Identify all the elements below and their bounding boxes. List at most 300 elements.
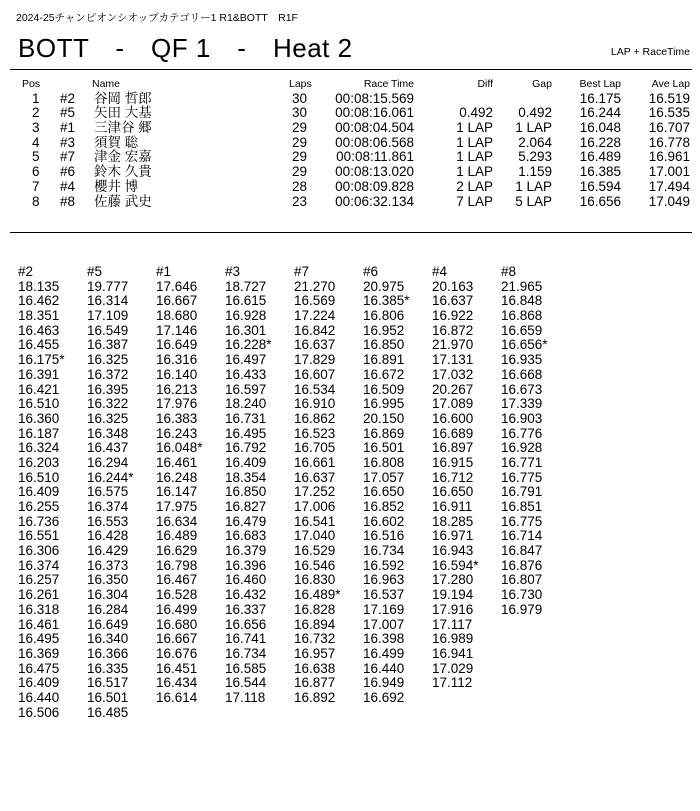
lap-time: 16.489*	[294, 587, 341, 603]
lap-time: 16.828	[294, 601, 336, 617]
lap-column	[294, 265, 362, 706]
result-pos: 7	[32, 178, 40, 194]
lap-time: 16.479	[225, 513, 267, 529]
lap-time: 16.203	[18, 454, 60, 470]
result-gap: 2.064	[518, 134, 552, 150]
lap-time: 16.372	[87, 366, 129, 382]
lap-time: 16.523	[294, 425, 336, 441]
lap-time: 18.240	[225, 396, 267, 412]
result-car-number: #6	[60, 164, 76, 180]
lap-time: 16.301	[225, 322, 267, 338]
result-race-time: 00:06:32.134	[335, 193, 414, 209]
results-rule	[10, 232, 692, 233]
lap-time: 16.952	[363, 322, 405, 338]
lap-time: 16.943	[432, 543, 474, 559]
header-gap: Gap	[532, 78, 552, 90]
lap-time: 16.501	[87, 689, 129, 705]
lap-time: 16.776	[501, 425, 543, 441]
lap-time: 16.374	[18, 557, 60, 573]
lap-column-car: #5	[87, 264, 103, 279]
lap-time: 16.656*	[501, 337, 548, 353]
lap-time: 16.734	[363, 543, 405, 559]
lap-time: 16.714	[501, 528, 543, 544]
lap-time: 21.970	[432, 337, 474, 353]
lap-time: 16.409	[18, 675, 60, 691]
lap-time: 16.775	[501, 513, 543, 529]
lap-time: 16.421	[18, 381, 60, 397]
lap-time: 16.877	[294, 675, 336, 691]
lap-column	[87, 265, 155, 720]
lap-time: 16.517	[87, 675, 129, 691]
result-pos: 4	[32, 134, 40, 150]
result-row	[0, 121, 700, 136]
result-driver-name: 鈴木 久貴	[94, 164, 152, 180]
lap-time: 16.335	[87, 660, 129, 676]
lap-time: 16.455	[18, 337, 60, 353]
lap-time: 16.432	[225, 587, 267, 603]
lap-time: 16.656	[225, 616, 267, 632]
result-gap: 1 LAP	[515, 178, 552, 194]
lap-time: 17.117	[432, 616, 473, 632]
result-best-lap: 16.656	[579, 193, 621, 209]
lap-column-car: #4	[432, 264, 448, 279]
result-laps: 29	[292, 164, 308, 180]
lap-time: 16.683	[225, 528, 267, 544]
results-table	[0, 77, 700, 209]
result-best-lap: 16.048	[579, 120, 621, 136]
lap-time: 17.029	[432, 660, 474, 676]
lap-time: 16.807	[501, 572, 543, 588]
lap-time: 16.594*	[432, 557, 479, 573]
header-laps: Laps	[289, 78, 312, 90]
result-car-number: #2	[60, 90, 76, 106]
result-best-lap: 16.175	[579, 90, 621, 106]
result-laps: 29	[292, 149, 308, 165]
page-title: BOTT - QF 1 - Heat 2	[18, 33, 353, 63]
lap-time: 16.650	[432, 484, 474, 500]
lap-time: 16.409	[225, 454, 267, 470]
lap-time: 16.949	[363, 675, 405, 691]
result-race-time: 00:08:06.568	[335, 134, 414, 150]
result-best-lap: 16.594	[579, 178, 621, 194]
lap-time: 16.928	[225, 308, 267, 324]
result-pos: 2	[32, 105, 40, 121]
lap-time: 21.270	[294, 278, 336, 294]
lap-column-car: #2	[18, 264, 34, 279]
lap-time: 16.963	[363, 572, 405, 588]
result-diff: 2 LAP	[456, 178, 493, 194]
lap-time: 16.304	[87, 587, 129, 603]
result-ave-lap: 16.778	[648, 134, 690, 150]
result-race-time: 00:08:13.020	[335, 164, 414, 180]
lap-time: 16.322	[87, 396, 129, 412]
lap-time: 16.897	[432, 440, 474, 456]
lap-time: 16.771	[501, 454, 543, 470]
lap-time: 17.040	[294, 528, 336, 544]
lap-time: 16.607	[294, 366, 336, 382]
lap-column	[501, 265, 569, 618]
lap-time: 16.501	[363, 440, 405, 456]
header-best-lap: Best Lap	[579, 78, 621, 90]
lap-time: 16.147	[156, 484, 198, 500]
lap-time: 16.597	[225, 381, 267, 397]
lap-time: 16.243	[156, 425, 198, 441]
result-laps: 30	[292, 105, 308, 121]
lap-time: 16.433	[225, 366, 267, 382]
result-diff: 7 LAP	[456, 193, 493, 209]
lap-time: 16.348	[87, 425, 129, 441]
result-row	[0, 180, 700, 195]
lap-time: 16.350	[87, 572, 129, 588]
lap-time: 16.637	[432, 293, 474, 309]
lap-time: 16.437	[87, 440, 129, 456]
lap-column-car: #6	[363, 264, 379, 279]
lap-time: 17.146	[156, 322, 198, 338]
lap-column-car: #3	[225, 264, 241, 279]
result-driver-name: 矢田 大基	[94, 105, 152, 121]
lap-time: 18.727	[225, 278, 267, 294]
lap-column	[363, 265, 431, 706]
lap-time: 16.528	[156, 587, 198, 603]
lap-time: 16.228*	[225, 337, 272, 353]
lap-time: 16.306	[18, 543, 60, 559]
lap-time: 16.910	[294, 396, 336, 412]
lap-time: 16.284	[87, 601, 129, 617]
lap-time: 16.549	[87, 322, 129, 338]
result-driver-name: 須賀 聡	[94, 134, 139, 150]
lap-time: 16.850	[225, 484, 267, 500]
result-pos: 6	[32, 164, 40, 180]
lap-time: 16.957	[294, 645, 336, 661]
result-diff: 1 LAP	[456, 149, 493, 165]
lap-time: 16.509	[363, 381, 405, 397]
lap-time: 16.808	[363, 454, 405, 470]
lap-time: 17.032	[432, 366, 474, 382]
lap-time: 16.383	[156, 410, 198, 426]
lap-time: 16.872	[432, 322, 474, 338]
lap-time: 16.324	[18, 440, 60, 456]
lap-column	[18, 265, 86, 720]
lap-time: 16.852	[363, 499, 405, 514]
lap-time: 19.194	[432, 587, 474, 603]
lap-time: 17.224	[294, 308, 336, 324]
lap-time: 16.848	[501, 293, 543, 309]
result-driver-name: 谷岡 哲郎	[94, 90, 152, 106]
lap-time: 16.374	[87, 499, 129, 514]
results-header	[0, 77, 700, 92]
lap-time: 16.922	[432, 308, 474, 324]
lap-time: 16.892	[294, 689, 336, 705]
lap-time: 16.792	[225, 440, 267, 456]
lap-time: 16.551	[18, 528, 60, 544]
lap-time: 16.869	[363, 425, 405, 441]
lap-time: 16.585	[225, 660, 267, 676]
lap-time: 16.462	[18, 293, 60, 309]
lap-time: 16.537	[363, 587, 405, 603]
result-best-lap: 16.244	[579, 105, 621, 121]
lap-time: 16.244*	[87, 469, 134, 485]
result-best-lap: 16.489	[579, 149, 621, 165]
lap-time: 16.541	[294, 513, 336, 529]
header-pos: Pos	[22, 78, 41, 90]
lap-time: 16.340	[87, 631, 129, 647]
lap-time: 16.673	[501, 381, 543, 397]
header-diff: Diff	[477, 78, 493, 90]
lap-time: 17.976	[156, 396, 198, 412]
lap-time: 16.732	[294, 631, 336, 647]
result-gap: 0.492	[518, 105, 552, 121]
lap-column	[156, 265, 224, 706]
lap-time: 16.668	[501, 366, 543, 382]
lap-time: 16.475	[18, 660, 60, 676]
lap-time: 16.213	[156, 381, 198, 397]
lap-time: 16.140	[156, 366, 198, 382]
lap-time: 17.112	[432, 675, 473, 691]
result-best-lap: 16.228	[579, 134, 621, 150]
lap-time: 16.546	[294, 557, 336, 573]
lap-time: 16.463	[18, 322, 60, 338]
result-diff: 0.492	[459, 105, 493, 121]
lap-time: 17.169	[363, 601, 405, 617]
lap-time: 16.461	[156, 454, 198, 470]
lap-time: 16.650	[363, 484, 405, 500]
lap-time: 16.451	[156, 660, 198, 676]
header-rule	[10, 69, 692, 70]
lap-time: 17.646	[156, 278, 198, 294]
header-race-time: Race Time	[363, 78, 414, 90]
lap-time: 18.135	[18, 278, 60, 294]
lap-time: 18.351	[18, 308, 60, 324]
result-pos: 3	[32, 120, 40, 136]
lap-time: 16.495	[18, 631, 60, 647]
lap-time: 16.638	[294, 660, 336, 676]
lap-time: 17.089	[432, 396, 474, 412]
lap-time: 20.267	[432, 381, 474, 397]
result-driver-name: 津金 宏嘉	[94, 149, 152, 165]
lap-time: 16.680	[156, 616, 198, 632]
lap-time: 16.398	[363, 631, 405, 647]
lap-time: 16.366	[87, 645, 129, 661]
result-driver-name: 佐藤 武史	[94, 193, 152, 209]
lap-time: 16.731	[225, 410, 267, 426]
lap-time: 16.369	[18, 645, 60, 661]
lap-time: 16.712	[432, 469, 474, 485]
lap-time: 16.318	[18, 601, 60, 617]
lap-time: 17.007	[363, 616, 405, 632]
lap-time: 16.489	[156, 528, 198, 544]
lap-time: 16.529	[294, 543, 336, 559]
result-row	[0, 165, 700, 180]
lap-column	[432, 265, 500, 691]
lap-time: 16.316	[156, 352, 198, 368]
lap-time: 16.850	[363, 337, 405, 353]
lap-time: 17.252	[294, 484, 336, 500]
lap-time: 16.847	[501, 543, 543, 559]
event-subtitle: 2024-25チャンピオンシオップカテゴリー1 R1&BOTT R1F	[16, 12, 298, 24]
lap-time: 19.777	[87, 278, 129, 294]
lap-time: 16.689	[432, 425, 474, 441]
lap-time: 17.109	[87, 308, 129, 324]
lap-time: 16.428	[87, 528, 129, 544]
lap-time: 16.903	[501, 410, 543, 426]
lap-time: 16.637	[294, 469, 336, 485]
lap-time: 16.941	[432, 645, 474, 661]
lap-time: 16.467	[156, 572, 198, 588]
result-ave-lap: 16.961	[648, 149, 690, 165]
lap-time: 16.429	[87, 543, 129, 559]
lap-time: 16.373	[87, 557, 129, 573]
lap-time: 20.150	[363, 410, 405, 426]
lap-time: 17.829	[294, 352, 336, 368]
lap-time: 20.975	[363, 278, 405, 294]
lap-time: 16.387	[87, 337, 129, 353]
lap-time: 16.891	[363, 352, 405, 368]
lap-time: 16.602	[363, 513, 405, 529]
lap-time: 18.354	[225, 469, 267, 485]
result-ave-lap: 16.535	[648, 105, 690, 121]
lap-time: 16.915	[432, 454, 474, 470]
lap-time: 16.360	[18, 410, 60, 426]
lap-time: 16.337	[225, 601, 267, 617]
lap-time: 16.325	[87, 410, 129, 426]
lap-time: 16.534	[294, 381, 336, 397]
result-driver-name: 三津谷 郷	[94, 120, 152, 136]
lap-time: 16.935	[501, 352, 543, 368]
lap-time: 16.516	[363, 528, 405, 544]
lap-time: 16.255	[18, 499, 60, 514]
lap-time: 16.806	[363, 308, 405, 324]
lap-time: 16.409	[18, 484, 60, 500]
lap-time: 16.499	[363, 645, 405, 661]
lap-time: 16.667	[156, 293, 198, 309]
lap-time: 16.440	[18, 689, 60, 705]
lap-time: 17.280	[432, 572, 474, 588]
result-laps: 23	[292, 193, 308, 209]
lap-time: 16.600	[432, 410, 474, 426]
result-gap: 5 LAP	[515, 193, 552, 209]
lap-time: 16.434	[156, 675, 198, 691]
result-laps: 28	[292, 178, 308, 194]
lap-time: 17.006	[294, 499, 336, 514]
lap-column-car: #1	[156, 264, 172, 279]
lap-time: 16.485	[87, 704, 129, 720]
lap-time: 16.676	[156, 645, 198, 661]
lap-time: 16.575	[87, 484, 129, 500]
lap-time: 16.440	[363, 660, 405, 676]
lap-time: 16.499	[156, 601, 198, 617]
lap-time: 16.314	[87, 293, 129, 309]
lap-time: 16.391	[18, 366, 60, 382]
lap-time: 16.396	[225, 557, 267, 573]
lap-time: 18.680	[156, 308, 198, 324]
result-row	[0, 106, 700, 121]
lap-time: 16.257	[18, 572, 60, 588]
result-race-time: 00:08:04.504	[335, 120, 414, 136]
result-laps: 29	[292, 134, 308, 150]
lap-time: 16.261	[18, 587, 60, 603]
lap-column-car: #7	[294, 264, 310, 279]
lap-time: 16.862	[294, 410, 336, 426]
lap-time: 16.911	[432, 499, 473, 514]
lap-time: 16.736	[18, 513, 60, 529]
lap-time: 16.510	[18, 396, 60, 412]
lap-time: 17.118	[225, 689, 266, 705]
lap-time: 16.827	[225, 499, 267, 514]
lap-time: 17.339	[501, 396, 543, 412]
lap-time: 16.592	[363, 557, 405, 573]
lap-time: 16.649	[156, 337, 198, 353]
result-car-number: #4	[60, 178, 76, 194]
lap-time: 16.705	[294, 440, 336, 456]
header-ave-lap: Ave Lap	[651, 78, 690, 90]
lap-time: 17.916	[432, 601, 474, 617]
lap-time: 16.395	[87, 381, 129, 397]
lap-time: 16.734	[225, 645, 267, 661]
lap-time: 16.876	[501, 557, 543, 573]
result-race-time: 00:08:15.569	[335, 90, 414, 106]
lap-time: 16.979	[501, 601, 543, 617]
lap-time: 16.553	[87, 513, 129, 529]
results-rows	[0, 92, 700, 210]
lap-time: 16.325	[87, 352, 129, 368]
result-diff: 1 LAP	[456, 164, 493, 180]
lap-time: 16.659	[501, 322, 543, 338]
result-race-time: 00:08:09.828	[335, 178, 414, 194]
lap-time: 16.868	[501, 308, 543, 324]
result-laps: 30	[292, 90, 308, 106]
result-gap: 5.293	[518, 149, 552, 165]
result-race-time: 00:08:16.061	[335, 105, 414, 121]
lap-time: 16.741	[225, 631, 267, 647]
lap-time: 16.989	[432, 631, 474, 647]
lap-time: 16.995	[363, 396, 405, 412]
lap-time: 16.510	[18, 469, 60, 485]
result-car-number: #5	[60, 105, 76, 121]
lap-time: 16.294	[87, 454, 129, 470]
lap-time: 16.048*	[156, 440, 203, 456]
lap-time: 16.667	[156, 631, 198, 647]
lap-time: 16.661	[294, 454, 336, 470]
result-diff: 1 LAP	[456, 120, 493, 136]
lap-time: 16.637	[294, 337, 336, 353]
result-car-number: #8	[60, 193, 76, 209]
lap-time: 16.775	[501, 469, 543, 485]
lap-time: 18.285	[432, 513, 474, 529]
result-car-number: #7	[60, 149, 76, 165]
result-ave-lap: 16.707	[648, 120, 690, 136]
lap-time: 16.971	[432, 528, 474, 544]
result-laps: 29	[292, 120, 308, 136]
result-pos: 1	[32, 90, 40, 106]
lap-time: 16.495	[225, 425, 267, 441]
result-pos: 8	[32, 193, 40, 209]
result-ave-lap: 17.001	[648, 164, 690, 180]
result-car-number: #1	[60, 120, 76, 136]
lap-time: 16.460	[225, 572, 267, 588]
lap-time: 16.569	[294, 293, 336, 309]
report-mode: LAP + RaceTime	[610, 46, 690, 58]
lap-time: 17.131	[432, 352, 474, 368]
result-pos: 5	[32, 149, 40, 165]
lap-time: 16.175*	[18, 352, 65, 368]
lap-column	[225, 265, 293, 706]
result-ave-lap: 16.519	[648, 90, 690, 106]
lap-time: 16.730	[501, 587, 543, 603]
lap-time: 16.672	[363, 366, 405, 382]
result-best-lap: 16.385	[579, 164, 621, 180]
lap-time: 16.461	[18, 616, 60, 632]
lap-time: 16.248	[156, 469, 198, 485]
